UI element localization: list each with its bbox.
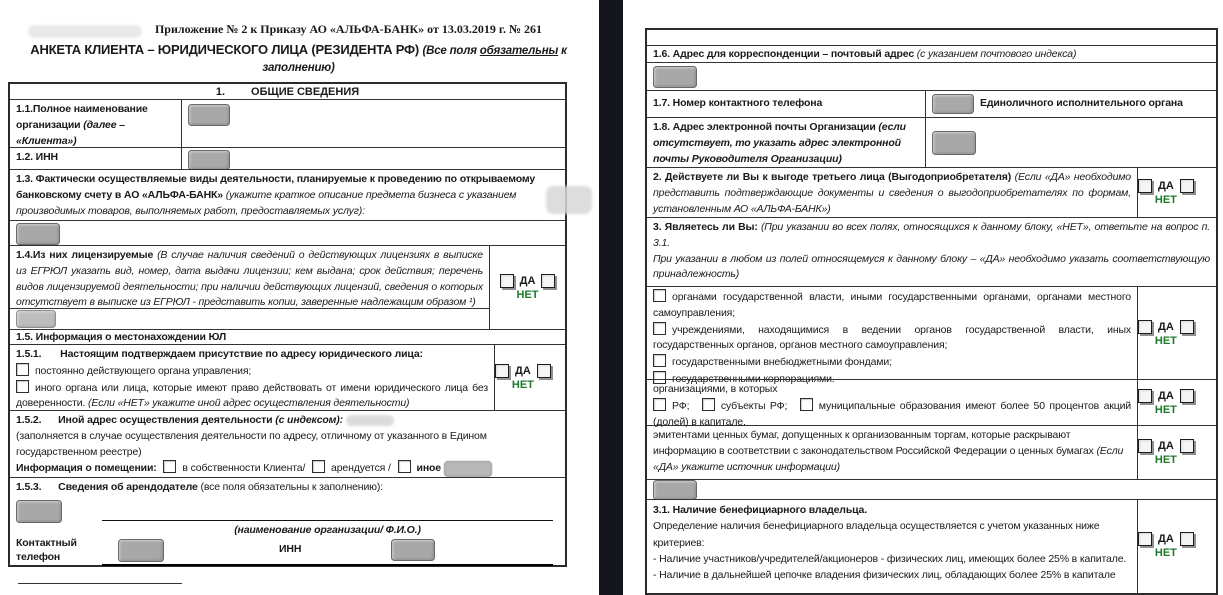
page-2 (623, 0, 1223, 595)
row-1-3 (10, 169, 565, 220)
row-q3-value[interactable] (647, 479, 1216, 499)
blur-redaction (546, 186, 592, 214)
field-1-2-value[interactable] (182, 148, 565, 169)
yes-no-field-1-4 (489, 246, 565, 329)
field-1-1-value[interactable] (182, 100, 565, 147)
no-label: НЕТ (511, 379, 534, 391)
field-1-1-label: 1.1.Полное наименование организации (далее – «Клиента») (10, 100, 182, 147)
checkbox-other-body[interactable] (16, 380, 29, 393)
q3-issuers-label: эмитентами ценных бумаг, допущенных к организованным торгам, которые раскрывают информацию в соответствии с законодательством Российской Федерации о ценных бумагах (Если «ДА» укажите источник информации) (653, 429, 1124, 473)
no-label: НЕТ (1154, 547, 1177, 559)
phone-label: Контактный телефон (16, 537, 77, 563)
page-divider (599, 0, 623, 595)
redacted-value (444, 461, 492, 477)
inn-label: ИНН (279, 543, 302, 556)
row-1-5-1 (10, 344, 565, 410)
yes-checkbox[interactable] (500, 274, 514, 288)
row-1-1 (10, 99, 565, 147)
form-title-text: АНКЕТА КЛИЕНТА – ЮРИДИЧЕСКОГО ЛИЦА (РЕЗИДЕНТА РФ) (30, 42, 423, 57)
yes-label: ДА (1158, 390, 1174, 402)
field-1-7-label: 1.7. Номер контактного телефона (647, 91, 926, 117)
field-1-4-label: 1.4.Из них лицензируемые (В случае наличия сведений о действующих лицензиях в выписке из ЕГРЮЛ указать вид, номер, дата выдачи лицензии; кем выдана; срок действия; перечень видов лицензируемой деятельности; при наличии действующих лицензий, сведения о которых отсутствует в выписке из ЕГРЮЛ - представить копии, заверенные надлежащим образом ¹) (10, 246, 489, 309)
no-checkbox[interactable] (537, 364, 551, 378)
row-q3-issuers (647, 425, 1216, 479)
yes-label: ДА (1158, 533, 1174, 545)
q3-gov-options: органами государственной власти, иными государственными органами, органами местного самоуправления; учреждениями, находящимися в ведении органов государственной власти, иных государственных органов, органов местного самоуправления; государственными внебюджетными фондами; государственными корпорациями. (653, 291, 1131, 385)
no-checkbox[interactable] (1180, 532, 1194, 546)
yes-no-field-1-5-1 (494, 345, 551, 410)
q3-org-options: организациями, в которых РФ; субъекты РФ; муниципальные образования имеют более 50 процентов акций (долей) в капитале. (653, 383, 1132, 428)
row-1-7 (647, 90, 1216, 117)
row-q3-organizations (647, 379, 1216, 428)
form-title: АНКЕТА КЛИЕНТА – ЮРИДИЧЕСКОГО ЛИЦА (РЕЗИДЕНТА РФ) (Все поля обязательны к заполнению) (30, 42, 567, 74)
field-1-4-value[interactable] (10, 309, 489, 330)
lessor-name-caption: (наименование организации/ Ф.И.О.) (234, 524, 421, 536)
no-label: НЕТ (1154, 194, 1177, 206)
field-1-8-value[interactable] (926, 118, 1216, 167)
redacted-value (932, 94, 974, 114)
field-1-8-label: 1.8. Адрес электронной почты Организации (если отсутствует, то указать адрес электронной почты Руководителя Организации) (647, 118, 926, 167)
checkbox-institutions[interactable] (653, 322, 666, 335)
field-1-6-label: 1.6. Адрес для корреспонденции – почтовый адрес (с указанием почтового индекса) (653, 48, 1077, 60)
blur-redaction (346, 415, 394, 426)
no-checkbox[interactable] (541, 274, 555, 288)
row-q3-options-gov (647, 286, 1216, 385)
row-q3-1 (647, 499, 1216, 595)
redacted-value (932, 131, 976, 155)
checkbox-rf-subjects[interactable] (702, 398, 715, 411)
signature-line (102, 520, 553, 521)
checkbox-other-premises[interactable] (398, 460, 411, 473)
yes-no-question-2 (1137, 168, 1194, 217)
row-1-5-3 (10, 477, 565, 569)
checkbox-permanent-body[interactable] (16, 363, 29, 376)
row-1-5-2 (10, 410, 565, 477)
row-1-6 (647, 45, 1216, 62)
yes-label: ДА (515, 365, 531, 377)
footnote-separator (18, 583, 182, 584)
row-1-8 (647, 117, 1216, 167)
row-1-4 (10, 245, 565, 329)
no-label: НЕТ (1154, 454, 1177, 466)
redacted-value (16, 500, 62, 523)
question-3-label: 3. Являетесь ли Вы: (При указании во всех полях, относящихся к данному блоку, «НЕТ», ответьте на вопрос п. 3.1. При указании в любом из полей относящемуся к данному блоку – «ДА» необходимо указать соответствующую принадлежность) (653, 221, 1210, 281)
field-1-7-value[interactable]: Единоличного исполнительного органа (926, 91, 1216, 117)
checkbox-municipal[interactable] (800, 398, 813, 411)
general-info-table (8, 82, 567, 567)
yes-label: ДА (519, 275, 536, 287)
row-1-3-value[interactable] (10, 220, 565, 245)
redacted-value (653, 66, 697, 88)
yes-label: ДА (1158, 320, 1174, 333)
bottom-rule (102, 564, 553, 566)
field-1-2-label: 1.2. ИНН (10, 148, 182, 169)
yes-label: ДА (1158, 180, 1174, 192)
redacted-value (16, 223, 60, 245)
field-1-5-2: 1.5.2. Иной адрес осуществления деятельности (с индексом): (заполняется в случае осуществления деятельности по адресу, отличному от указанного в Едином государственном реестре) Информация о помещении: в собственности Клиента/ арендуется / иное (10, 411, 565, 477)
field-1-4 (10, 246, 489, 329)
checkbox-owned[interactable] (163, 460, 176, 473)
yes-checkbox[interactable] (495, 364, 509, 378)
field-1-5-label: 1.5. Информация о местонахождении ЮЛ (16, 331, 227, 343)
checkbox-state-funds[interactable] (653, 354, 666, 367)
yes-checkbox[interactable] (1138, 320, 1152, 334)
yes-no-q3-gov (1137, 287, 1194, 379)
yes-label: ДА (1158, 440, 1174, 452)
redacted-value (188, 104, 230, 126)
yes-no-q3-issuers (1137, 426, 1194, 479)
field-1-3-label: 1.3. Фактически осуществляемые виды деятельности, планируемые к проведению по открываемому банковскому счету в АО «АЛЬФА-БАНК» (укажите краткое описание предмета бизнеса с указанием производимых товаров, выполняемых работ, предоставляемых услуг): (16, 173, 536, 217)
question-3-1: 3.1. Наличие бенефициарного владельца. Определение наличия бенефициарного владельца осуществляется с учетом указанных ниже критериев: - Наличие участников/учредителей/акционеров - физических лиц, имеющих более 25% в капитале. - Наличие в дальнейшей цепочке владения физических лиц, обладающих более 25% в капитале (653, 504, 1127, 582)
yes-checkbox[interactable] (1138, 532, 1152, 546)
checkbox-rented[interactable] (312, 460, 325, 473)
redacted-value (188, 150, 230, 170)
redacted-value (653, 480, 697, 500)
field-1-5-1: 1.5.1. Настоящим подтверждаем присутствие по адресу юридического лица: постоянно действующего органа управления; иного органа или лица, которые имеют право действовать от имени юридического лица без доверенности. (Если «НЕТ» укажите иной адрес осуществления деятельности) (16, 348, 488, 410)
redacted-value (16, 310, 56, 328)
no-checkbox[interactable] (1180, 389, 1194, 403)
no-label: НЕТ (1154, 404, 1177, 416)
yes-checkbox[interactable] (1138, 179, 1152, 193)
redacted-inn (391, 539, 435, 561)
yes-checkbox[interactable] (1138, 439, 1152, 453)
redacted-phone (118, 539, 164, 562)
row-1-2 (10, 147, 565, 169)
question-2-label: 2. Действуете ли Вы к выгоде третьего лица (Выгодоприобретателя) (Если «ДА» необходимо представить подтверждающие документы и сведения о выгодоприобретателях по формам, установленным АО «АЛЬФА-БАНК») (653, 171, 1131, 215)
section-1-title: ОБЩИЕ СВЕДЕНИЯ (251, 85, 360, 98)
section-1-header: 1. ОБЩИЕ СВЕДЕНИЯ (215, 85, 360, 98)
yes-no-q3-org (1137, 380, 1194, 425)
row-1-5 (10, 329, 565, 344)
row-q2 (647, 167, 1216, 217)
no-label: НЕТ (1154, 334, 1177, 347)
no-checkbox[interactable] (1180, 320, 1194, 334)
no-label: НЕТ (516, 289, 539, 301)
checkbox-rf[interactable] (653, 398, 666, 411)
no-checkbox[interactable] (1180, 439, 1194, 453)
page-1 (0, 0, 599, 595)
row-empty (647, 30, 1216, 45)
no-checkbox[interactable] (1180, 179, 1194, 193)
yes-no-q3-1 (1137, 500, 1194, 595)
row-q3 (647, 217, 1216, 286)
questionnaire-table-page2 (645, 28, 1218, 595)
checkbox-gov-bodies[interactable] (653, 289, 666, 302)
appendix-header: Приложение № 2 к Приказу АО «АЛЬФА-БАНК» от 13.03.2019 г. № 261 (154, 22, 543, 36)
field-1-5-3: 1.5.3. Сведения об арендодателе (все поля обязательны к заполнению): (наименование организации/ Ф.И.О.) Контактный телефон ИНН (10, 478, 565, 569)
row-1-6-value[interactable] (647, 62, 1216, 90)
lessor-contacts-row (16, 536, 553, 564)
yes-checkbox[interactable] (1138, 389, 1152, 403)
form-title-note2: заполнению) (262, 62, 335, 74)
